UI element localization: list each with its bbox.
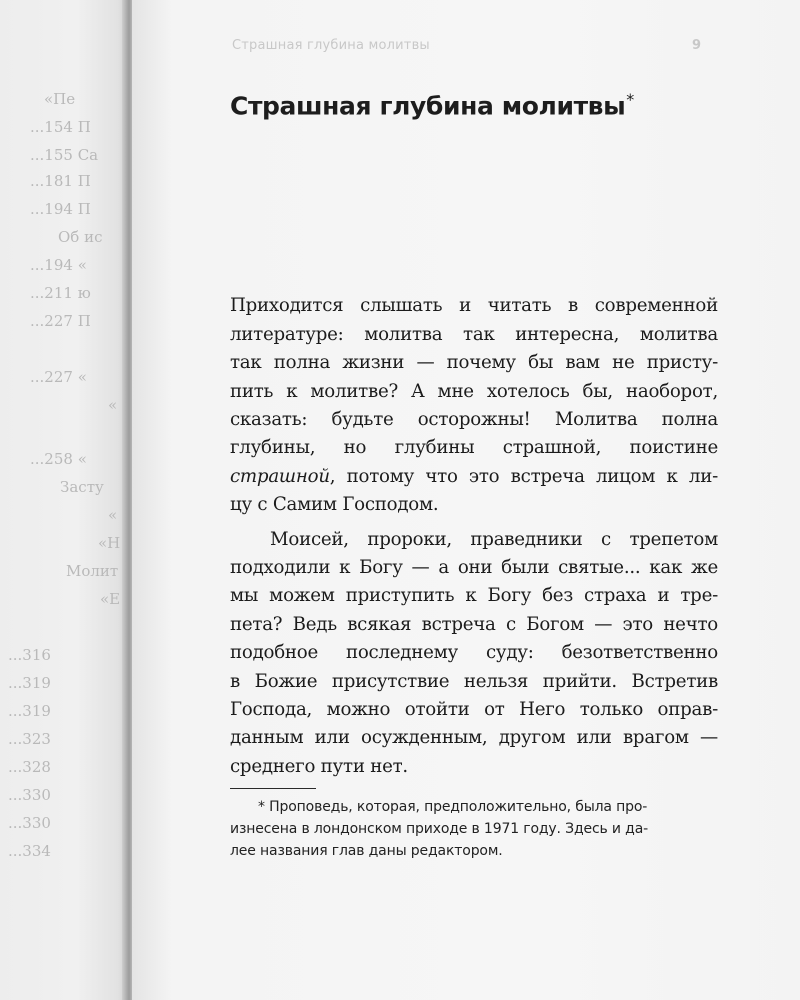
toc-fragment: ...323 <box>8 730 51 748</box>
toc-fragment: ...211 ю <box>30 284 91 302</box>
text-line: Моисей, пророки, праведники с трепетом <box>270 528 718 550</box>
text-line: цу с Самим Господом. <box>230 494 439 516</box>
toc-fragment: ...154 П <box>30 118 91 136</box>
chapter-title-text: Страшная глубина молитвы <box>230 91 626 121</box>
toc-fragment: ...316 <box>8 646 51 664</box>
toc-fragment: Засту <box>60 478 104 496</box>
paragraph <box>230 526 718 782</box>
footnote-marker: * <box>626 90 634 109</box>
running-head: Страшная глубина молитвы <box>232 38 430 53</box>
toc-fragment: « <box>108 506 118 524</box>
text-line: среднего пути нет. <box>230 755 408 777</box>
emphasized-word: страшной <box>230 465 330 487</box>
toc-fragment: ...328 <box>8 758 51 776</box>
text-line: в Божие присутствие нельзя прийти. Встретив <box>230 670 718 692</box>
toc-fragment: ...319 <box>8 674 51 692</box>
footnote <box>230 796 718 862</box>
text-line: данным или осужденным, другом или врагом — <box>230 727 718 749</box>
page-content <box>230 90 718 781</box>
toc-fragment: ...319 <box>8 702 51 720</box>
toc-fragment: ...334 <box>8 842 51 860</box>
footnote-divider <box>230 788 316 789</box>
body-text <box>230 292 718 781</box>
toc-fragment: ...227 П <box>30 312 91 330</box>
left-page-toc-fragments <box>0 0 128 1000</box>
toc-fragment: ...330 <box>8 786 51 804</box>
text-line <box>230 463 718 491</box>
text-line: подобное последнему суду: безответственно <box>230 642 718 664</box>
footnote-line: * Проповедь, которая, предположительно, была про- <box>258 799 648 815</box>
toc-fragment: ...330 <box>8 814 51 832</box>
text-line: глубины, но глубины страшной, поистине <box>230 437 718 459</box>
toc-fragment: Об ис <box>58 228 103 246</box>
text-line: пить к молитве? А мне хотелось бы, наоборот, <box>230 380 718 402</box>
toc-fragment: ...194 П <box>30 200 91 218</box>
toc-fragment: «Е <box>100 590 121 608</box>
toc-fragment: ...227 « <box>30 368 87 386</box>
toc-fragment: «Н <box>98 534 121 552</box>
text-line: сказать: будьте осторожны! Молитва полна <box>230 408 718 430</box>
text-fragment: , потому что это встреча лицом к ли- <box>329 465 718 487</box>
text-line: Господа, можно отойти от Него только оправ- <box>230 699 718 721</box>
text-line: литературе: молитва так интересна, молитва <box>230 323 718 345</box>
chapter-title <box>230 90 718 120</box>
paragraph <box>230 292 718 519</box>
text-line: мы можем приступить к Богу без страха и тре- <box>230 585 718 607</box>
toc-fragment: ...258 « <box>30 450 87 468</box>
toc-fragment: ...155 Са <box>30 146 99 164</box>
page-number: 9 <box>692 38 702 53</box>
toc-fragment: «Пе <box>44 90 76 108</box>
text-line: так полна жизни — почему бы вам не присту- <box>230 352 718 374</box>
toc-fragment: « <box>108 396 118 414</box>
text-line: пета? Ведь всякая встреча с Богом — это нечто <box>230 613 718 635</box>
footnote-line: изнесена в лондонском приходе в 1971 году. Здесь и да- <box>230 821 649 837</box>
footnote-line: лее названия глав даны редактором. <box>230 843 503 859</box>
toc-fragment: ...194 « <box>30 256 87 274</box>
right-page <box>132 0 800 1000</box>
toc-fragment: Молит <box>66 562 119 580</box>
toc-fragment: ...181 П <box>30 172 91 190</box>
text-line: подходили к Богу — а они были святые... как же <box>230 556 718 578</box>
text-line: Приходится слышать и читать в современной <box>230 295 718 317</box>
left-page <box>0 0 128 1000</box>
